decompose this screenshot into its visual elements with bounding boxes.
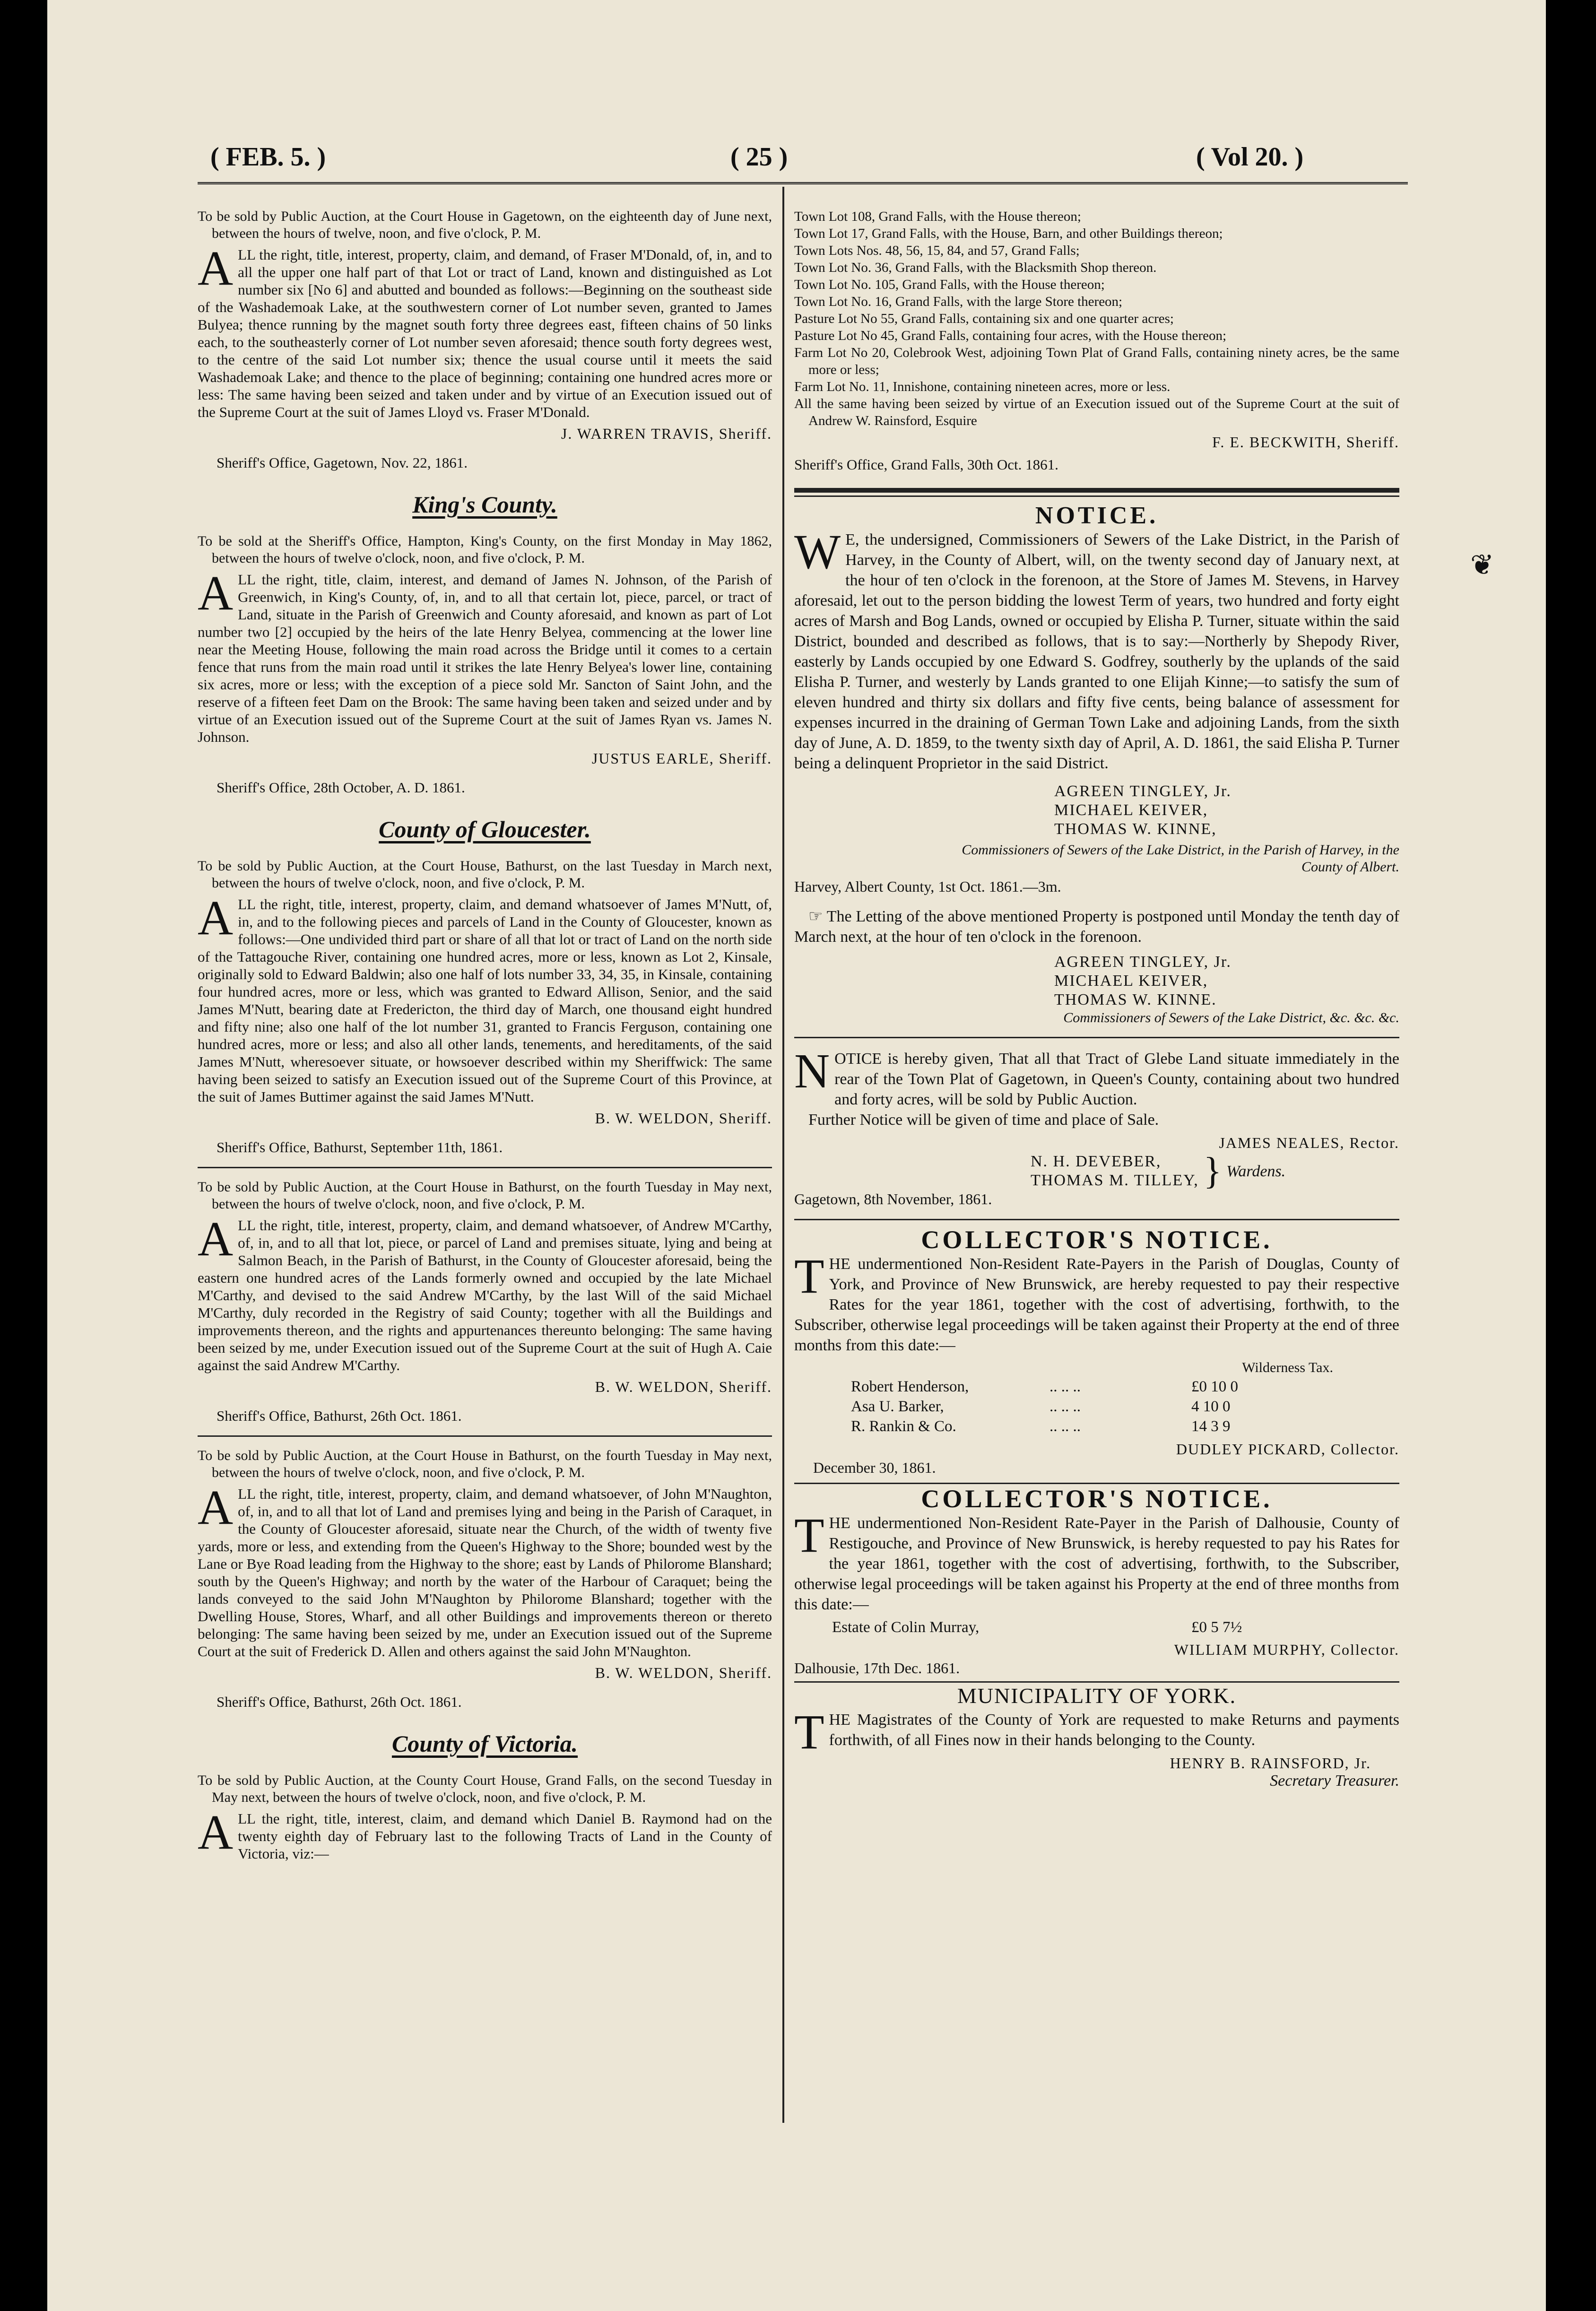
notice-john-mcnaughton	[198, 1447, 772, 1711]
notice-office-date: Sheriff's Office, 28th October, A. D. 1861.	[217, 779, 465, 796]
notice-james-mcnutt	[198, 858, 772, 1156]
warden-name: THOMAS M. TILLEY,	[1031, 1172, 1199, 1189]
tax-amount: 4 10 0	[1191, 1398, 1231, 1415]
notice-office-date: Sheriff's Office, Bathurst, 26th Oct. 1861.	[217, 1407, 462, 1424]
separator	[794, 1037, 1399, 1038]
rector-signature: JAMES NEALES, Rector.	[1219, 1134, 1399, 1151]
commissioner-names	[794, 782, 1399, 839]
list-item: Farm Lot No. 11, Innishone, containing nineteen acres, more or less.	[794, 379, 1171, 394]
ink-blot-mark: ❦	[1470, 549, 1494, 581]
commissioner-name: THOMAS W. KINNE,	[1054, 820, 1217, 838]
commissioner-name: THOMAS W. KINNE.	[1054, 991, 1217, 1008]
wardens-label: Wardens.	[1226, 1162, 1286, 1180]
county-heading-kings: King's County.	[412, 491, 557, 518]
notice-signature: B. W. WELDON, Sheriff.	[595, 1378, 772, 1395]
notice-body: ALL the right, title, interest, claim, and demand which Daniel B. Raymond had on the twenty eighth day of February last to the following Tracts of Land in the County of Victoria, viz:—	[198, 1805, 772, 1862]
collectors-notice-body: THE undermentioned Non-Resident Rate-Payer in the Parish of Dalhousie, County of Restigouche, and Province of New Brunswick, is hereby requested to pay his Rates for the year 1861, together with the cost of advertising, forthwith, to the Subscriber, otherwise legal proceedings will be taken against his Property at the end of three months from this date:—	[794, 1508, 1399, 1613]
notice-signature: J. WARREN TRAVIS, Sheriff.	[561, 425, 772, 442]
separator	[794, 1681, 1399, 1683]
glebe-date: Gagetown, 8th November, 1861.	[794, 1190, 992, 1208]
municipality-title: MUNICIPALITY OF YORK.	[957, 1684, 1237, 1708]
estate-row	[794, 1618, 1399, 1637]
list-item: Farm Lot No 20, Colebrook West, adjoining Town Plat of Grand Falls, containing ninety acres, be the same more or less;	[794, 345, 1399, 377]
list-item: Town Lot No. 105, Grand Falls, with the House thereon;	[794, 277, 1105, 292]
table-row	[794, 1397, 1399, 1416]
collector-date: Dalhousie, 17th Dec. 1861.	[794, 1659, 960, 1677]
estate-name: Estate of Colin Murray,	[832, 1619, 980, 1636]
notice-andrew-mccarthy	[198, 1179, 772, 1425]
left-column	[198, 208, 772, 1862]
taxpayer-name: Asa U. Barker,	[851, 1398, 944, 1415]
commissioner-name: MICHAEL KEIVER,	[1054, 972, 1208, 990]
header-page-number: ( 25 )	[730, 142, 788, 172]
list-end-text: All the same having been seized by virtue of an Execution issued out of the Supreme Court at the suit of Andrew W. Rainsford, Esquire	[794, 396, 1399, 428]
header-rule	[198, 182, 1408, 184]
notice-preamble: To be sold by Public Auction, at the Court House in Gagetown, on the eighteenth day of June next, between the hours of twelve, noon, and five o'clock, P. M.	[198, 209, 772, 241]
list-item: Town Lot 108, Grand Falls, with the House thereon;	[794, 209, 1081, 224]
separator	[794, 1483, 1399, 1484]
notice-body: ALL the right, title, interest, property, claim, and demand whatsoever of James M'Nutt, of, in, and to the following pieces and parcels of Land in the County of Gloucester, known as follows:—One undivided third part or share of all that lot or tract of Land on the north side of the Tattagouche River, containing one hundred acres, more or less, known as Lot 2, Kinsale, originally sold to Edward Baldwin; also one half of lots number 33, 34, 35, in Kinsale, containing four hundred acres, more or less, which was granted to Edward Allison, Senior, and the said James M'Nutt, bearing date at Fredericton, the third day of March, one thousand eight hundred and fifty nine; also one half of the lot number 31, granted to Francis Ferguson, containing one hundred acres, more or less; and also all other lands, tenements, and hereditaments, of the said James M'Nutt, wheresoever situate, or howsoever described within my Sheriffwick: The same having been seized to satisfy an Execution issued out of the Supreme Court of this Province, at the suit of James Buttimer against the said James M'Nutt.	[198, 891, 772, 1105]
notice-body: ALL the right, title, interest, property, claim, and demand whatsoever, of John M'Naughton, of, in, and to all that lot of Land and premises lying and being in the Parish of Caraquet, in the County of Gloucester aforesaid, situate near the Church, of the width of twenty five yards, more or less, and extending from the Queen's Highway to the Shore; bounded west by the Lane or Bye Road leading from the Highway to the shore; east by Lands of Philorome Blanshard; south by the Queen's Highway; and north by the water of the Harbour of Caraquet; being the lands conveyed to the said John M'Naughton by Philorome Blanshard; together with the Dwelling House, Stores, Wharf, and all other Buildings and improvements thereon or thereto belonging: The same having been seized by me, under an Execution issued out of the Supreme Court at the suit of Frederick D. Allen and others against the said John M'Naughton.	[198, 1480, 772, 1659]
dot-leader: .. .. ..	[1050, 1418, 1081, 1435]
notice-office-date: Sheriff's Office, Grand Falls, 30th Oct. 1861.	[794, 456, 1058, 473]
collectors-notice-body: THE undermentioned Non-Resident Rate-Payers in the Parish of Douglas, County of York, and Province of New Brunswick, are hereby requested to pay their respective Rates for the year 1861, together with the cost of advertising, forthwith, to the Subscriber, otherwise legal proceedings will be taken against their Property at the end of three months from this date:—	[794, 1249, 1399, 1354]
notice-preamble: To be sold at the Sheriff's Office, Hampton, King's County, on the first Monday in May 1862, between the hours of twelve o'clock, noon, and five o'clock, P. M.	[198, 533, 772, 566]
table-row	[794, 1377, 1399, 1397]
notice-fraser-mcdonald	[198, 208, 772, 472]
warden-name: N. H. DEVEBER,	[1031, 1153, 1162, 1170]
notice-title: NOTICE.	[1035, 502, 1159, 529]
notice-office-date: Sheriff's Office, Bathurst, September 11th, 1861.	[217, 1139, 503, 1156]
notice-preamble: To be sold by Public Auction, at the Court House in Bathurst, on the fourth Tuesday in May next, between the hours of twelve o'clock, noon, and five o'clock, P. M.	[198, 1179, 772, 1212]
list-item: Pasture Lot No 55, Grand Falls, containing six and one quarter acres;	[794, 311, 1174, 326]
county-heading-gloucester: County of Gloucester.	[379, 816, 591, 843]
notice-james-johnson	[198, 533, 772, 797]
notice-body: ALL the right, title, interest, property, claim, and demand, of Fraser M'Donald, of, in, and to all the upper one half part of that Lot or tract of Land, known and distinguished as Lot number six [No 6] and abutted and bounded as follows:—Beginning on the southeast side of the Washademoak Lake, at the southwestern corner of Lot number seven, granted to James Bulyea; thence running by the magnet south forty three degrees east, fifteen chains of 50 links each, to the southeasterly corner of Lot number seven aforesaid; thence south forty degrees west, to the centre of the said Lot number six; thence the usual course until it meets the said Washademoak Lake; and thence to the place of beginning; containing one hundred acres more or less: The same having been seized and taken under and by virtue of an Execution issued out of the Supreme Court at the suit of James Lloyd vs. Fraser M'Donald.	[198, 241, 772, 420]
right-column	[794, 208, 1399, 1790]
dot-leader: .. .. ..	[1050, 1378, 1081, 1395]
commissioner-name: AGREEN TINGLEY, Jr.	[1054, 953, 1232, 971]
collector-date: December 30, 1861.	[813, 1459, 936, 1476]
tax-header: Wilderness Tax.	[1242, 1360, 1333, 1375]
dot-leader: .. .. ..	[1050, 1398, 1081, 1415]
header-date: ( FEB. 5. )	[210, 142, 326, 172]
list-item: Town Lot 17, Grand Falls, with the House, Barn, and other Buildings thereon;	[794, 226, 1223, 241]
sewers-notice-body: WE, the undersigned, Commissioners of Sewers of the Lake District, in the Parish of Harvey, in the County of Albert, will, on the twenty second day of January next, at the hour of ten o'clock in the forenoon, at the Store of James M. Stevens, in Harvey aforesaid, let out to the person bidding the lowest Term of years, two hundred and forty eight acres of Marsh and Bog Lands, owned or occupied by Elisha P. Turner, situate within the said District, bounded and described as follows, that is to say:—Northerly by Shepody River, easterly by Lands occupied by one Edward S. Godfrey, southerly by the uplands of the said Elisha P. Turner, and westerly by Lands granted to one Elijah Kinne;—to satisfy the sum of eleven hundred and thirty six dollars and fifty five cents, being balance of assessment for expenses incurred in the draining of German Town Lake and adjoining Lands, from the sixth day of June, A. D. 1859, to the twenty sixth day of April, A. D. 1861, the said Elisha P. Turner being a delinquent Proprietor in the said District.	[794, 525, 1399, 772]
notice-daniel-raymond	[198, 1772, 772, 1862]
secretary-signature: HENRY B. RAINSFORD, Jr.	[1170, 1755, 1371, 1772]
notice-preamble: To be sold by Public Auction, at the Court House, Bathurst, on the last Tuesday in March next, between the hours of twelve o'clock, noon, and five o'clock, P. M.	[198, 858, 772, 891]
collector-signature: DUDLEY PICKARD, Collector.	[1176, 1441, 1399, 1458]
table-row	[794, 1416, 1399, 1436]
notice-date: Harvey, Albert County, 1st Oct. 1861.—3m.	[794, 878, 1061, 895]
list-item: Town Lots Nos. 48, 56, 15, 84, and 57, Grand Falls;	[794, 243, 1080, 258]
notice-signature: JUSTUS EARLE, Sheriff.	[591, 750, 772, 767]
commissioners-title: Commissioners of Sewers of the Lake District, in the Parish of Harvey, in the County of Albert.	[962, 842, 1399, 875]
notice-office-date: Sheriff's Office, Gagetown, Nov. 22, 1861.	[217, 454, 468, 471]
notice-signature: F. E. BECKWITH, Sheriff.	[1212, 434, 1399, 451]
separator	[198, 1167, 772, 1168]
brace-mark: }	[1203, 1150, 1222, 1192]
list-item: Town Lot No. 16, Grand Falls, with the large Store thereon;	[794, 294, 1123, 309]
list-item: Pasture Lot No 45, Grand Falls, containing four acres, with the House thereon;	[794, 328, 1227, 343]
separator	[198, 1435, 772, 1437]
collectors-notice-title: COLLECTOR'S NOTICE.	[921, 1485, 1273, 1513]
notice-body: ALL the right, title, claim, interest, and demand of James N. Johnson, of the Parish of Greenwich, in King's County, of, in, and to all that certain lot, piece, parcel, or tract of Land, situate in the Parish of Greenwich and County aforesaid, and known as part of Lot number two [2] occupied by the heirs of the late Henry Belyea, commencing at the lower line near the Meeting House, following the main road across the Bridge until it comes to a certain fence that runs from the main road until it strikes the late Henry Belyea's lower line, containing six acres, more or less; with the exception of a piece sold Mr. Sancton of Saint John, and the reserve of a fifteen feet Dam on the Brook: The same having been taken and seized under and by virtue of an Execution issued out of the Supreme Court at the suit of James Ryan vs. James N. Johnson.	[198, 566, 772, 745]
notice-signature: B. W. WELDON, Sheriff.	[595, 1664, 772, 1681]
column-divider	[782, 187, 784, 2123]
collector-signature: WILLIAM MURPHY, Collector.	[1174, 1641, 1399, 1658]
tax-amount: £0 10 0	[1191, 1378, 1238, 1395]
section-rule	[794, 488, 1399, 497]
notice-body: ALL the right, title, interest, property, claim, and demand whatsoever, of Andrew M'Carthy, of, in, and to all that lot, piece, or parcel of Land and premises situate, lying and being at Salmon Beach, in the Parish of Bathurst, in the County of Gloucester aforesaid, being the eastern one hundred acres of the Lands formerly owned and occupied by the late Michael M'Carthy, and devised to the said Andrew M'Carthy, by the last Will of the said Michael M'Carthy, duly recorded in the Registry of said County; together with all the Buildings and improvements thereon, and the rights and appurtenances thereunto belonging: The same having been seized by me, under Execution issued out of the Supreme Court at the suit of Hugh A. Caie against the said Andrew M'Carthy.	[198, 1212, 772, 1373]
tax-amount: 14 3 9	[1191, 1418, 1231, 1435]
commissioner-name: AGREEN TINGLEY, Jr.	[1054, 782, 1232, 800]
glebe-notice-body: NOTICE is hereby given, That all that Tract of Glebe Land situate immediately in the rear of the Town Plat of Gagetown, in Queen's County, containing about two hundred and forty acres, will be sold by Public Auction.	[794, 1044, 1399, 1108]
commissioner-name: MICHAEL KEIVER,	[1054, 801, 1208, 819]
wardens-block	[794, 1152, 1399, 1190]
collectors-notice-title: COLLECTOR'S NOTICE.	[921, 1225, 1273, 1254]
list-item: Town Lot No. 36, Grand Falls, with the Blacksmith Shop thereon.	[794, 260, 1157, 275]
secretary-role: Secretary Treasurer.	[1270, 1772, 1399, 1790]
taxpayer-name: Robert Henderson,	[851, 1378, 969, 1395]
notice-preamble: To be sold by Public Auction, at the County Court House, Grand Falls, on the second Tuesday in May next, between the hours of twelve o'clock, noon, and five o'clock, P. M.	[198, 1772, 772, 1805]
municipality-body: THE Magistrates of the County of York are requested to make Returns and payments forthwith, of all Fines now in their hands belonging to the County.	[794, 1705, 1399, 1759]
separator	[794, 1219, 1399, 1220]
notice-office-date: Sheriff's Office, Bathurst, 26th Oct. 1861.	[217, 1694, 462, 1710]
commissioner-names	[794, 953, 1399, 1009]
header-volume: ( Vol 20. )	[1196, 142, 1304, 172]
commissioners-title: Commissioners of Sewers of the Lake District, &c. &c. &c.	[1063, 1010, 1399, 1025]
estate-amount: £0 5 7½	[1191, 1619, 1242, 1636]
glebe-further-notice: Further Notice will be given of time and place of Sale.	[808, 1111, 1159, 1129]
notice-signature: B. W. WELDON, Sheriff.	[595, 1110, 772, 1127]
warden-names	[1031, 1152, 1199, 1190]
county-heading-victoria: County of Victoria.	[391, 1730, 578, 1757]
notice-preamble: To be sold by Public Auction, at the Court House in Bathurst, on the fourth Tuesday in May next, between the hours of twelve o'clock, noon, and five o'clock, P. M.	[198, 1448, 772, 1480]
lot-list	[794, 208, 1399, 429]
postponed-notice: ☞ The Letting of the above mentioned Property is postponed until Monday the tenth day of March next, at the hour of ten o'clock in the forenoon.	[794, 908, 1399, 946]
taxpayer-name: R. Rankin & Co.	[851, 1418, 956, 1435]
